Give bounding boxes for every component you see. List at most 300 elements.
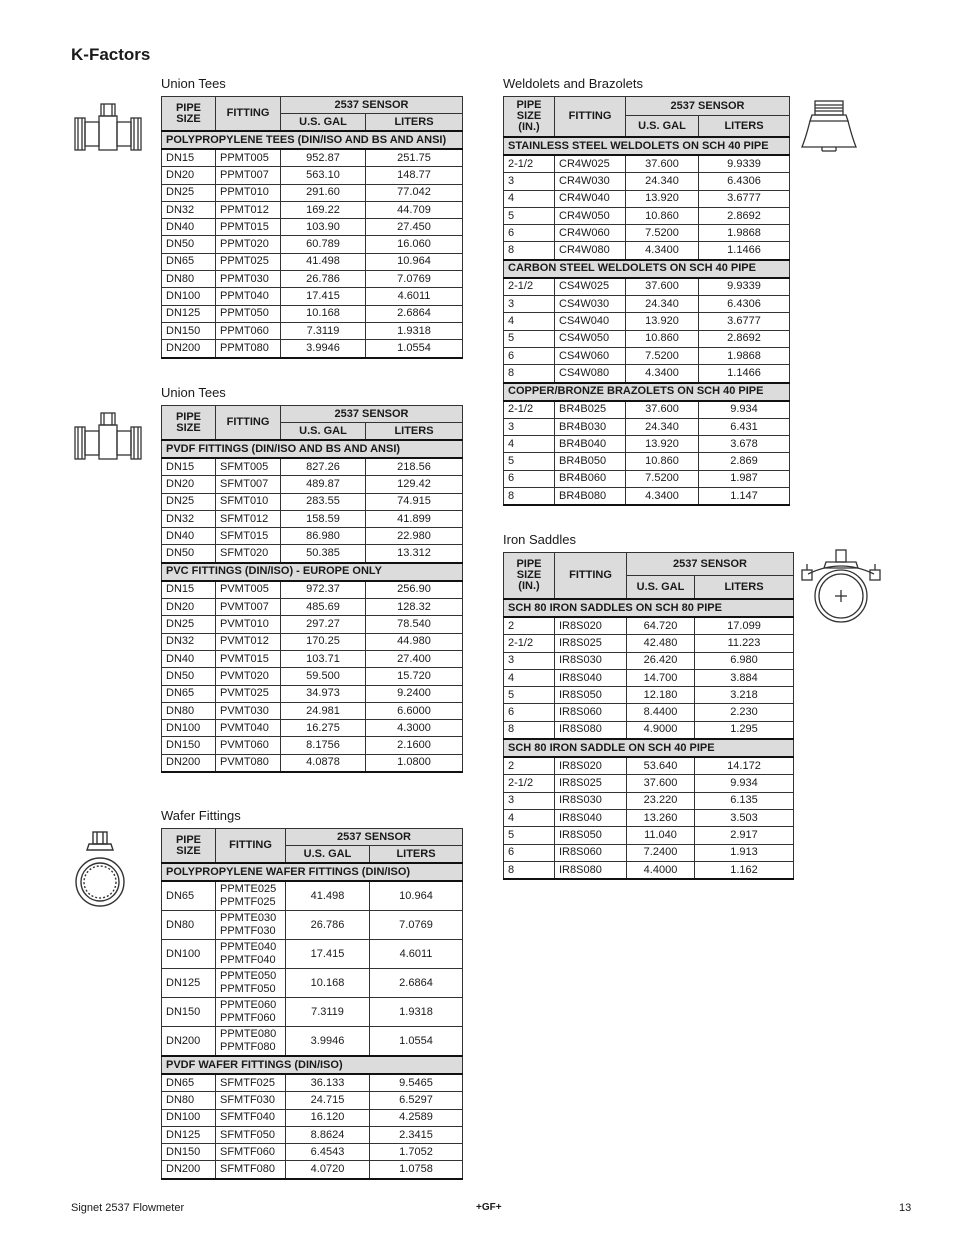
liters-cell: 10.964 [370,881,463,911]
liters-cell: 1.9318 [366,322,463,339]
usgal-cell: 86.980 [281,528,366,545]
usgal-cell: 24.340 [626,296,699,313]
table-row [504,155,790,173]
pipe-size-cell: 3 [504,792,555,809]
table-row [504,347,790,364]
subgroup-header-row [504,260,790,278]
fitting-cell: SFMT012 [216,510,281,527]
usgal-cell: 41.498 [281,253,366,270]
subgroup-header-row [162,131,463,149]
pipe-size-cell: 4 [504,190,555,207]
liters-cell: 1.987 [699,470,790,487]
table-row [504,330,790,347]
pipe-size-cell: DN25 [162,616,216,633]
weldolet-illustration [800,97,858,153]
liters-cell: 1.0800 [366,754,463,772]
pipe-size-cell: DN40 [162,528,216,545]
liters-cell: 1.162 [695,861,794,879]
liters-cell: 27.450 [366,219,463,236]
fitting-cell: PVMT005 [216,581,281,599]
pipe-size-cell: 8 [504,365,555,383]
pipe-size-cell: DN65 [162,1074,216,1092]
union-tee-illustration [73,409,143,461]
col-pipe-size: PIPE SIZE (IN.) [504,97,555,138]
fitting-cell: PVMT060 [216,737,281,754]
pipe-size-cell: DN32 [162,633,216,650]
fitting-cell: CR4W030 [555,173,626,190]
section-heading: Weldolets and Brazolets [503,76,643,91]
fitting-cell: SFMT015 [216,528,281,545]
fitting-cell: SFMT010 [216,493,281,510]
usgal-cell: 7.3119 [286,998,370,1027]
table-row [162,288,463,305]
liters-cell: 27.400 [366,650,463,667]
fitting-cell: IR8S025 [555,775,627,792]
liters-cell: 13.312 [366,545,463,563]
table-row [162,616,463,633]
fitting-cell: PPMTE025 PPMTF025 [216,881,286,911]
liters-cell: 251.75 [366,149,463,167]
fitting-cell: PVMT007 [216,599,281,616]
col-sensor: 2537 SENSOR [281,97,463,114]
table-row [162,253,463,270]
usgal-cell: 11.040 [627,827,695,844]
fitting-cell: CS4W080 [555,365,626,383]
liters-cell: 9.9339 [699,155,790,173]
usgal-cell: 13.920 [626,436,699,453]
usgal-cell: 53.640 [627,757,695,775]
subgroup-header-row [162,863,463,881]
footer-left: Signet 2537 Flowmeter [71,1202,185,1214]
usgal-cell: 14.700 [627,669,695,686]
pipe-size-cell: 8 [504,721,555,739]
pipe-size-cell: DN50 [162,236,216,253]
fitting-cell: IR8S050 [555,687,627,704]
fitting-cell: IR8S025 [555,635,627,652]
table-row [504,861,794,879]
table-body [162,863,463,1179]
pipe-size-cell: 5 [504,330,555,347]
fitting-cell: PPMTE080 PPMTF080 [216,1027,286,1057]
usgal-cell: 4.9000 [627,721,695,739]
usgal-cell: 291.60 [281,184,366,201]
liters-cell: 1.295 [695,721,794,739]
subgroup-title: PVDF FITTINGS (DIN/ISO AND BS AND ANSI) [162,440,463,458]
usgal-cell: 36.133 [286,1074,370,1092]
table-row [504,173,790,190]
table-row [162,581,463,599]
pipe-size-cell: 8 [504,488,555,506]
liters-cell: 4.6011 [366,288,463,305]
table-row [504,418,790,435]
subgroup-header-row [504,383,790,401]
fitting-cell: PPMT030 [216,271,281,288]
liters-cell: 2.869 [699,453,790,470]
fitting-cell: PVMT012 [216,633,281,650]
wafer-fittings-section [161,807,462,1180]
subgroup-title: STAINLESS STEEL WELDOLETS ON SCH 40 PIPE [504,137,790,155]
usgal-cell: 972.37 [281,581,366,599]
fitting-cell: PPMTE050 PPMTF050 [216,969,286,998]
pipe-size-cell: DN32 [162,510,216,527]
fitting-cell: PPMTE030 PPMTF030 [216,911,286,940]
liters-cell: 7.0769 [366,271,463,288]
usgal-cell: 170.25 [281,633,366,650]
fitting-cell: CS4W030 [555,296,626,313]
subgroup-title: POLYPROPYLENE TEES (DIN/ISO AND BS AND ANSI) [162,131,463,149]
liters-cell: 9.934 [699,401,790,419]
table-row [162,149,463,167]
liters-cell: 3.678 [699,436,790,453]
table-row [162,969,463,998]
liters-cell: 1.7052 [370,1144,463,1161]
table-row [162,458,463,476]
col-fitting: FITTING [216,97,281,132]
usgal-cell: 8.1756 [281,737,366,754]
usgal-cell: 37.600 [626,155,699,173]
fitting-cell: PPMTE040 PPMTF040 [216,940,286,969]
usgal-cell: 24.715 [286,1092,370,1109]
liters-cell: 1.9868 [699,225,790,242]
fitting-cell: PVMT025 [216,685,281,702]
liters-cell: 6.4306 [699,173,790,190]
liters-cell: 1.1466 [699,365,790,383]
pipe-size-cell: DN50 [162,545,216,563]
fitting-cell: BR4B050 [555,453,626,470]
pipe-size-cell: 6 [504,470,555,487]
pipe-size-cell: DN80 [162,702,216,719]
pipe-size-cell: 2 [504,617,555,635]
table-row [504,809,794,826]
subgroup-title: PVDF WAFER FITTINGS (DIN/ISO) [162,1056,463,1074]
pipe-size-cell: DN100 [162,288,216,305]
usgal-cell: 13.260 [627,809,695,826]
table-row [504,792,794,809]
usgal-cell: 827.26 [281,458,366,476]
fitting-cell: CS4W050 [555,330,626,347]
liters-cell: 44.709 [366,201,463,218]
subgroup-header-row [162,563,463,581]
pvdf-union-tees-section [161,384,462,773]
liters-cell: 44.980 [366,633,463,650]
table-row [504,278,790,296]
liters-cell: 128.32 [366,599,463,616]
table-header [162,829,463,864]
table-row [504,635,794,652]
pipe-size-cell: 5 [504,453,555,470]
fitting-cell: SFMTF040 [216,1109,286,1126]
table-body [504,599,794,879]
pipe-size-cell: DN25 [162,184,216,201]
table-row [162,881,463,911]
usgal-cell: 489.87 [281,476,366,493]
usgal-cell: 4.4000 [627,861,695,879]
usgal-cell: 13.920 [626,313,699,330]
table-row [504,365,790,383]
pipe-size-cell: 3 [504,296,555,313]
usgal-cell: 10.168 [281,305,366,322]
usgal-cell: 3.9946 [286,1027,370,1057]
table-header [504,553,794,600]
table-row [162,754,463,772]
pipe-size-cell: DN65 [162,685,216,702]
liters-cell: 6.6000 [366,702,463,719]
usgal-cell: 103.90 [281,219,366,236]
pipe-size-cell: DN80 [162,911,216,940]
liters-cell: 3.6777 [699,313,790,330]
col-usgal: U.S. GAL [627,576,695,600]
liters-cell: 6.980 [695,652,794,669]
pipe-size-cell: DN50 [162,668,216,685]
table-row [162,184,463,201]
pipe-size-cell: 3 [504,418,555,435]
table-row [162,1161,463,1179]
pipe-size-cell: 4 [504,436,555,453]
table-row [504,687,794,704]
table-row [162,633,463,650]
liters-cell: 2.6864 [366,305,463,322]
usgal-cell: 8.8624 [286,1126,370,1143]
usgal-cell: 17.415 [286,940,370,969]
table-row [504,488,790,506]
fitting-cell: PPMT020 [216,236,281,253]
subgroup-title: SCH 80 IRON SADDLE ON SCH 40 PIPE [504,739,794,757]
fitting-cell: IR8S020 [555,757,627,775]
usgal-cell: 952.87 [281,149,366,167]
usgal-cell: 10.860 [626,330,699,347]
table-row [162,1126,463,1143]
fitting-cell: CS4W025 [555,278,626,296]
liters-cell: 2.917 [695,827,794,844]
pipe-size-cell: DN40 [162,219,216,236]
liters-cell: 9.9339 [699,278,790,296]
table-row [162,737,463,754]
usgal-cell: 10.168 [286,969,370,998]
liters-cell: 2.6864 [370,969,463,998]
fitting-cell: PVMT020 [216,668,281,685]
liters-cell: 78.540 [366,616,463,633]
table-row [162,271,463,288]
usgal-cell: 13.920 [626,190,699,207]
union-tee-illustration [73,100,143,152]
liters-cell: 9.2400 [366,685,463,702]
pipe-size-cell: 6 [504,704,555,721]
fitting-cell: CR4W080 [555,242,626,260]
fitting-cell: BR4B025 [555,401,626,419]
table-row [504,721,794,739]
fitting-cell: SFMTF030 [216,1092,286,1109]
fitting-cell: IR8S040 [555,669,627,686]
usgal-cell: 7.5200 [626,225,699,242]
fitting-cell: CR4W050 [555,207,626,224]
iron-saddles-section [503,531,793,880]
pipe-size-cell: DN125 [162,969,216,998]
pipe-size-cell: 6 [504,347,555,364]
table-body [162,440,463,772]
liters-cell: 256.90 [366,581,463,599]
table-row [162,322,463,339]
fitting-cell: IR8S060 [555,844,627,861]
pipe-size-cell: DN20 [162,476,216,493]
fitting-cell: PPMT007 [216,167,281,184]
liters-cell: 10.964 [366,253,463,270]
liters-cell: 218.56 [366,458,463,476]
table-body [162,131,463,358]
col-liters: LITERS [695,576,794,600]
section-heading: Wafer Fittings [161,808,241,823]
liters-cell: 148.77 [366,167,463,184]
page-number: 13 [899,1202,912,1214]
col-fitting: FITTING [216,406,281,441]
subgroup-header-row [504,739,794,757]
liters-cell: 4.2589 [370,1109,463,1126]
table-row [162,720,463,737]
liters-cell: 1.0554 [370,1027,463,1057]
fitting-cell: IR8S080 [555,721,627,739]
table-row [162,219,463,236]
pp-union-tees-section [161,75,462,359]
kfactor-table [161,96,463,359]
liters-cell: 1.913 [695,844,794,861]
pipe-size-cell: 4 [504,313,555,330]
col-usgal: U.S. GAL [281,423,366,441]
usgal-cell: 6.4543 [286,1144,370,1161]
subgroup-header-row [162,440,463,458]
table-row [504,207,790,224]
usgal-cell: 297.27 [281,616,366,633]
table-row [504,844,794,861]
pipe-size-cell: DN80 [162,271,216,288]
fitting-cell: PPMT050 [216,305,281,322]
fitting-cell: BR4B040 [555,436,626,453]
pipe-size-cell: 5 [504,207,555,224]
liters-cell: 9.5465 [370,1074,463,1092]
pipe-size-cell: DN200 [162,754,216,772]
table-row [504,401,790,419]
fitting-cell: IR8S030 [555,792,627,809]
section-heading: Iron Saddles [503,532,576,547]
usgal-cell: 7.5200 [626,347,699,364]
fitting-cell: PPMT010 [216,184,281,201]
liters-cell: 7.0769 [370,911,463,940]
usgal-cell: 10.860 [626,453,699,470]
usgal-cell: 4.3400 [626,488,699,506]
col-usgal: U.S. GAL [286,846,370,864]
subgroup-title: COPPER/BRONZE BRAZOLETS ON SCH 40 PIPE [504,383,790,401]
table-row [504,242,790,260]
section-heading: Union Tees [161,385,226,400]
pipe-size-cell: 3 [504,652,555,669]
pipe-size-cell: DN150 [162,737,216,754]
liters-cell: 1.9318 [370,998,463,1027]
fitting-cell: PVMT015 [216,650,281,667]
usgal-cell: 26.786 [286,911,370,940]
fitting-cell: SFMTF050 [216,1126,286,1143]
table-row [504,225,790,242]
table-row [162,599,463,616]
fitting-cell: SFMT020 [216,545,281,563]
subgroup-header-row [504,137,790,155]
fitting-cell: IR8S080 [555,861,627,879]
liters-cell: 129.42 [366,476,463,493]
table-row [504,669,794,686]
liters-cell: 11.223 [695,635,794,652]
usgal-cell: 24.981 [281,702,366,719]
liters-cell: 2.230 [695,704,794,721]
liters-cell: 22.980 [366,528,463,545]
pipe-size-cell: DN25 [162,493,216,510]
pipe-size-cell: DN100 [162,1109,216,1126]
usgal-cell: 4.0720 [286,1161,370,1179]
usgal-cell: 23.220 [627,792,695,809]
pipe-size-cell: DN200 [162,1027,216,1057]
pipe-size-cell: DN125 [162,1126,216,1143]
col-liters: LITERS [699,116,790,138]
subgroup-title: SCH 80 IRON SADDLES ON SCH 80 PIPE [504,599,794,617]
fitting-cell: SFMTF080 [216,1161,286,1179]
table-row [504,775,794,792]
usgal-cell: 563.10 [281,167,366,184]
pipe-size-cell: DN15 [162,458,216,476]
table-row [162,1144,463,1161]
pipe-size-cell: DN32 [162,201,216,218]
subgroup-header-row [504,599,794,617]
fitting-cell: SFMT007 [216,476,281,493]
usgal-cell: 8.4400 [627,704,695,721]
table-header [162,97,463,132]
fitting-cell: SFMT005 [216,458,281,476]
pipe-size-cell: DN150 [162,998,216,1027]
col-liters: LITERS [366,114,463,132]
col-pipe-size: PIPE SIZE [162,406,216,441]
subgroup-title: CARBON STEEL WELDOLETS ON SCH 40 PIPE [504,260,790,278]
table-row [162,201,463,218]
fitting-cell: CR4W040 [555,190,626,207]
usgal-cell: 41.498 [286,881,370,911]
table-row [504,617,794,635]
usgal-cell: 24.340 [626,418,699,435]
col-sensor: 2537 SENSOR [627,553,794,576]
table-row [162,668,463,685]
page-title: K-Factors [71,45,151,64]
liters-cell: 41.899 [366,510,463,527]
liters-cell: 6.4306 [699,296,790,313]
liters-cell: 3.218 [695,687,794,704]
usgal-cell: 103.71 [281,650,366,667]
liters-cell: 77.042 [366,184,463,201]
fitting-cell: IR8S060 [555,704,627,721]
col-pipe-size: PIPE SIZE (IN.) [504,553,555,600]
usgal-cell: 283.55 [281,493,366,510]
iron-saddle-illustration [796,548,886,628]
col-pipe-size: PIPE SIZE [162,97,216,132]
wafer-fitting-illustration [75,830,125,922]
table-body [504,137,790,505]
liters-cell: 2.8692 [699,207,790,224]
pipe-size-cell: 2-1/2 [504,401,555,419]
table-row [504,827,794,844]
pipe-size-cell: 8 [504,242,555,260]
fitting-cell: PVMT040 [216,720,281,737]
kfactor-table [161,828,463,1180]
pipe-size-cell: DN200 [162,1161,216,1179]
fitting-cell: PVMT080 [216,754,281,772]
table-row [162,236,463,253]
table-row [504,652,794,669]
pipe-size-cell: DN20 [162,167,216,184]
usgal-cell: 4.3400 [626,365,699,383]
usgal-cell: 10.860 [626,207,699,224]
